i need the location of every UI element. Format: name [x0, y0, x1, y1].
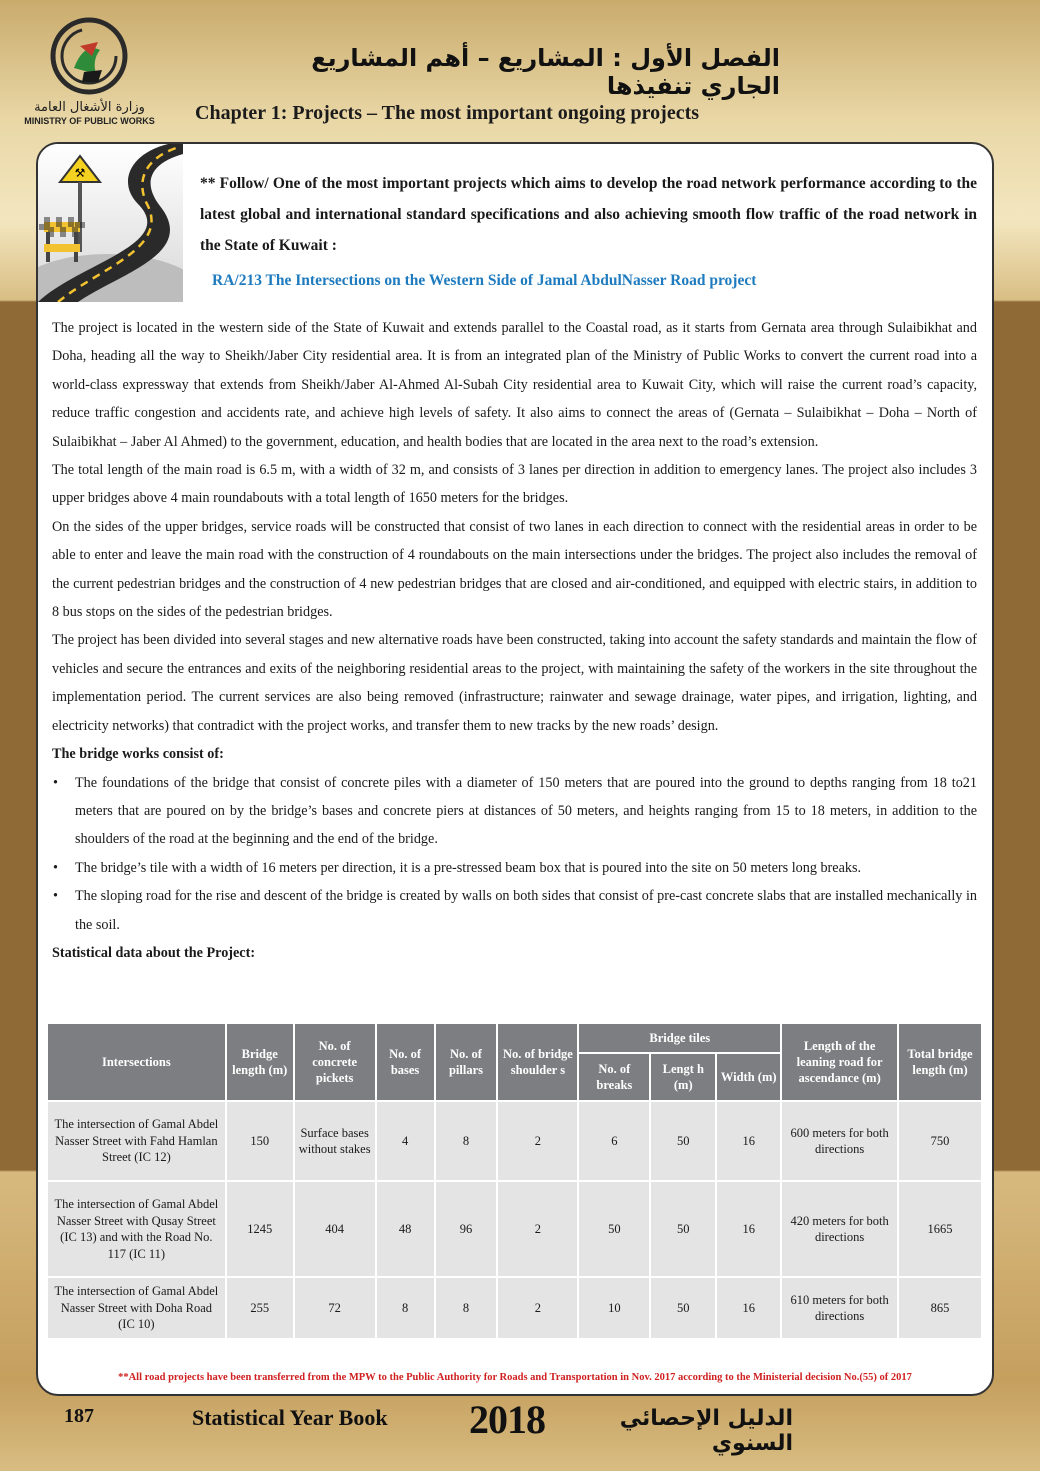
header-bases: No. of bases [377, 1024, 434, 1100]
cell-leaning: 600 meters for both directions [782, 1102, 897, 1180]
cell-tile-length: 50 [651, 1278, 715, 1338]
ministry-name-ar: وزارة الأشغال العامة [34, 100, 145, 115]
header-bridge-tiles: Bridge tiles [579, 1024, 780, 1052]
cell-leaning: 610 meters for both directions [782, 1278, 897, 1338]
cell-bases: 48 [377, 1182, 434, 1276]
chapter-title-ar: الفصل الأول : المشاريع – أهم المشاريع الجاري تنفيذها [311, 44, 780, 100]
cell-intersection: The intersection of Gamal Abdel Nasser Street with Qusay Street (IC 13) and with the Road No. 117 (IC 11) [48, 1182, 225, 1276]
yearbook-title-en: Statistical Year Book [192, 1405, 388, 1430]
header-bridge-length: Bridge length (m) [227, 1024, 293, 1100]
paragraph: The project has been divided into several stages and new alternative roads have been constructed, taking into account the safety standards and maintain the flow of vehicles and secure the entrances and exits of the neighboring residential areas to the project, with maintaining the safety of the workers in the site throughout the implementation period. The current services are also being removed (infrastructure; rainwater and sewage drainage, water pipes, and irrigation, lighting, and electricity networks) that contradict with the project works, and transfer them to new tracks by the new roads’ design. [52, 632, 977, 734]
cell-total: 1665 [899, 1182, 981, 1276]
cell-piles: 404 [295, 1182, 375, 1276]
svg-text:⚒: ⚒ [74, 166, 86, 180]
cell-intersection: The intersection of Gamal Abdel Nasser Street with Fahd Hamlan Street (IC 12) [48, 1102, 225, 1180]
bridge-works-list [52, 769, 977, 939]
header-shoulders: No. of bridge shoulder s [498, 1024, 577, 1100]
cell-total: 750 [899, 1102, 981, 1180]
intro-text: ** Follow/ One of the most important projects which aims to develop the road network performance according to the latest global and international standard specifications and also achieving smooth flow traffic of the road network in the State of Kuwait : [200, 175, 977, 254]
paragraph: On the sides of the upper bridges, service roads will be constructed that consist of two lanes in each direction to connect with the residential areas in order to be able to enter and leave the main road with the construction of 4 roundabouts on the main intersections under the bridges. The project also includes the removal of the current pedestrian bridges and the construction of 4 new pedestrian bridges that are closed and air-conditioned, and equipped with electric stairs, in addition to 8 bus stops on the sides of the pedestrian bridges. [52, 518, 977, 621]
cell-intersection: The intersection of Gamal Abdel Nasser Street with Doha Road (IC 10) [48, 1278, 225, 1338]
bridge-works-heading: The bridge works consist of: [52, 746, 224, 763]
project-title: RA/213 The Intersections on the Western Side of Jamal AbdulNasser Road project [212, 272, 757, 289]
cell-piles: 72 [295, 1278, 375, 1338]
cell-pillars: 8 [436, 1278, 497, 1338]
cell-length: 255 [227, 1278, 293, 1338]
page-number: 187 [64, 1405, 94, 1427]
cell-shoulders: 2 [498, 1278, 577, 1338]
cell-tile-length: 50 [651, 1102, 715, 1180]
cell-tile-width: 16 [717, 1102, 780, 1180]
cell-breaks: 50 [579, 1182, 649, 1276]
yearbook-title-ar: الدليل الإحصائي السنوي [619, 1406, 793, 1456]
header-pillars: No. of pillars [436, 1024, 497, 1100]
cell-tile-width: 16 [717, 1278, 780, 1338]
paragraph: The total length of the main road is 6.5 m, with a width of 32 m, and consists of 3 lanes per direction in addition to emergency lanes. The project also includes 3 upper bridges above 4 main roundabouts with a total length of 1650 meters for the bridges. [52, 462, 977, 507]
content-card [36, 142, 994, 1396]
cell-pillars: 96 [436, 1182, 497, 1276]
table-row [48, 1182, 981, 1276]
list-item: • The bridge’s tile with a width of 16 meters per direction, it is a pre-stressed beam box that is poured into the site on 50 meters long breaks. [52, 854, 977, 882]
cell-bases: 8 [377, 1278, 434, 1338]
ministry-emblem-icon [22, 12, 157, 102]
transfer-note: **All road projects have been transferred from the MPW to the Public Authority for Roads and Transportation in Nov. 2017 according to the Ministerial decision No.(55) of 2017 [118, 1372, 912, 1383]
table-row [48, 1102, 981, 1180]
list-item: • The foundations of the bridge that consist of concrete piles with a diameter of 150 meters that are poured into the ground to depths ranging from 18 to21 meters that are poured on by the bridge’s bases and concrete piers at distances of 50 meters, and heights ranging from 15 to 18 meters, in addition to the shoulders of the road at the beginning and the end of the bridge. [52, 769, 977, 854]
yearbook-year: 2018 [469, 1397, 545, 1442]
cell-length: 150 [227, 1102, 293, 1180]
ministry-name-en: MINISTRY OF PUBLIC WORKS [24, 116, 155, 126]
header-concrete-pickets: No. of concrete pickets [295, 1024, 375, 1100]
cell-piles: Surface bases without stakes [295, 1102, 375, 1180]
header-tile-length: Lengt h (m) [651, 1054, 715, 1100]
cell-length: 1245 [227, 1182, 293, 1276]
header-total-length: Total bridge length (m) [899, 1024, 981, 1100]
road-construction-image [38, 144, 183, 302]
project-stats-table [46, 1022, 983, 1340]
cell-breaks: 10 [579, 1278, 649, 1338]
project-description [52, 314, 977, 967]
cell-tile-width: 16 [717, 1182, 780, 1276]
header-tile-width: Width (m) [717, 1054, 780, 1100]
cell-bases: 4 [377, 1102, 434, 1180]
cell-tile-length: 50 [651, 1182, 715, 1276]
table-row [48, 1278, 981, 1338]
cell-breaks: 6 [579, 1102, 649, 1180]
cell-shoulders: 2 [498, 1182, 577, 1276]
cell-leaning: 420 meters for both directions [782, 1182, 897, 1276]
cell-total: 865 [899, 1278, 981, 1338]
cell-pillars: 8 [436, 1102, 497, 1180]
header-leaning-road: Length of the leaning road for ascendance (m) [782, 1024, 897, 1100]
list-item: • The sloping road for the rise and descent of the bridge is created by walls on both sides that consist of pre-cast concrete slabs that are installed mechanically in the soil. [52, 882, 977, 939]
ministry-logo [22, 12, 157, 130]
header-intersections: Intersections [48, 1024, 225, 1100]
paragraph: The project is located in the western side of the State of Kuwait and extends parallel to the Coastal road, as it starts from Gernata area through Sulaibikhat and Doha, heading all the way to Sheikh/Jaber City residential area. It is from an integrated plan of the Ministry of Public Works to convert the current road into a world-class expressway that extends from Sheikh/Jaber Al-Ahmed Al-Subah City residential area to Kuwait City, which will raise the current road’s capacity, reduce traffic congestion and accidents rate, and achieve high levels of safety. It also aims to connect the areas of (Gernata – Sulaibikhat – Doha – North of Sulaibikhat – Jaber Al Ahmed) to the government, education, and health bodies that are located in the area next to the road’s extension. [52, 320, 977, 450]
chapter-title-en: Chapter 1: Projects – The most important ongoing projects [195, 102, 700, 124]
stats-heading: Statistical data about the Project: [52, 944, 256, 961]
cell-shoulders: 2 [498, 1102, 577, 1180]
header-breaks: No. of breaks [579, 1054, 649, 1100]
